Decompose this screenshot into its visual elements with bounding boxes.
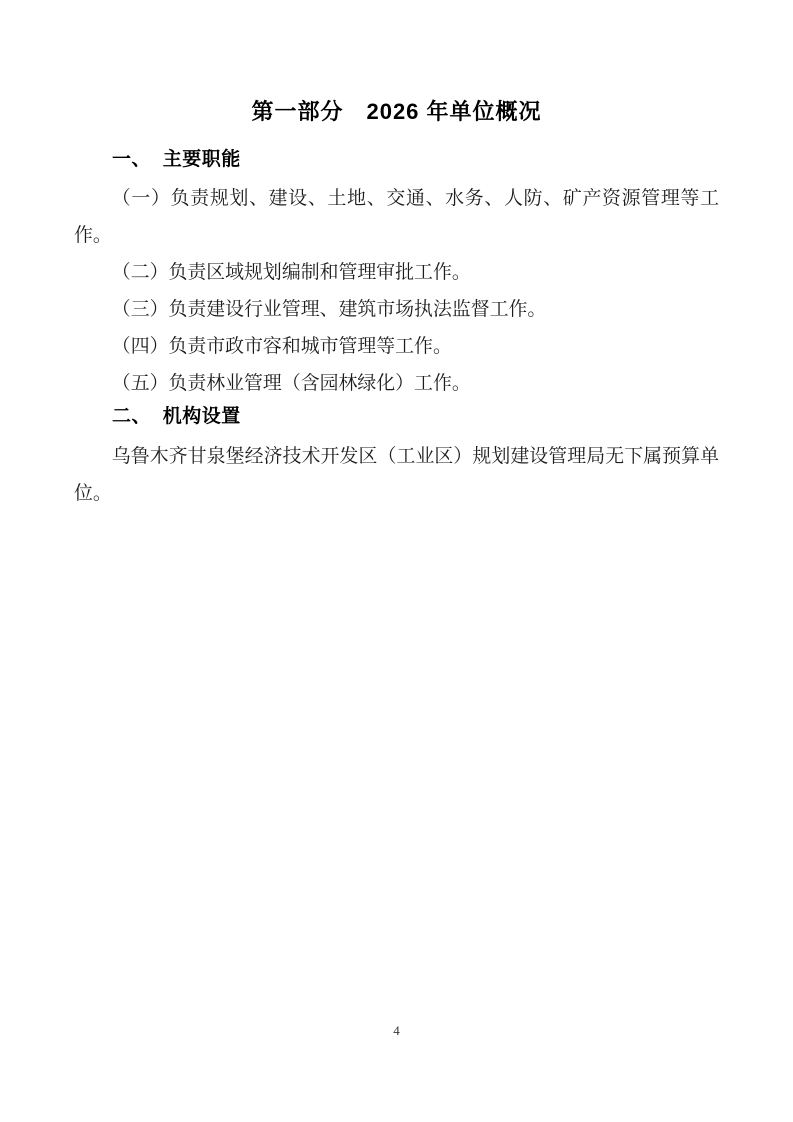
- page-footer: [0, 1022, 793, 1040]
- duty-item-3: （三）负责建设行业管理、建筑市场执法监督工作。: [111, 299, 547, 320]
- duty-item-1: （一）负责规划、建设、土地、交通、水务、人防、矿产资源管理等工作。: [74, 188, 719, 246]
- duty-item-4: （四）负责市政市容和城市管理等工作。: [111, 336, 452, 357]
- section-heading-main-duties: 一、 主要职能: [112, 149, 241, 170]
- organization-paragraph: 乌鲁木齐甘泉堡经济技术开发区（工业区）规划建设管理局无下属预算单位。: [74, 446, 719, 504]
- duty-item-5: （五）负责林业管理（含园林绿化）工作。: [111, 373, 471, 394]
- duty-item-2: （二）负责区域规划编制和管理审批工作。: [111, 262, 471, 283]
- section-heading-organization: 二、 机构设置: [112, 406, 241, 427]
- page-number: 4: [393, 1023, 400, 1038]
- document-title: 第一部分 2026 年单位概况: [251, 99, 542, 124]
